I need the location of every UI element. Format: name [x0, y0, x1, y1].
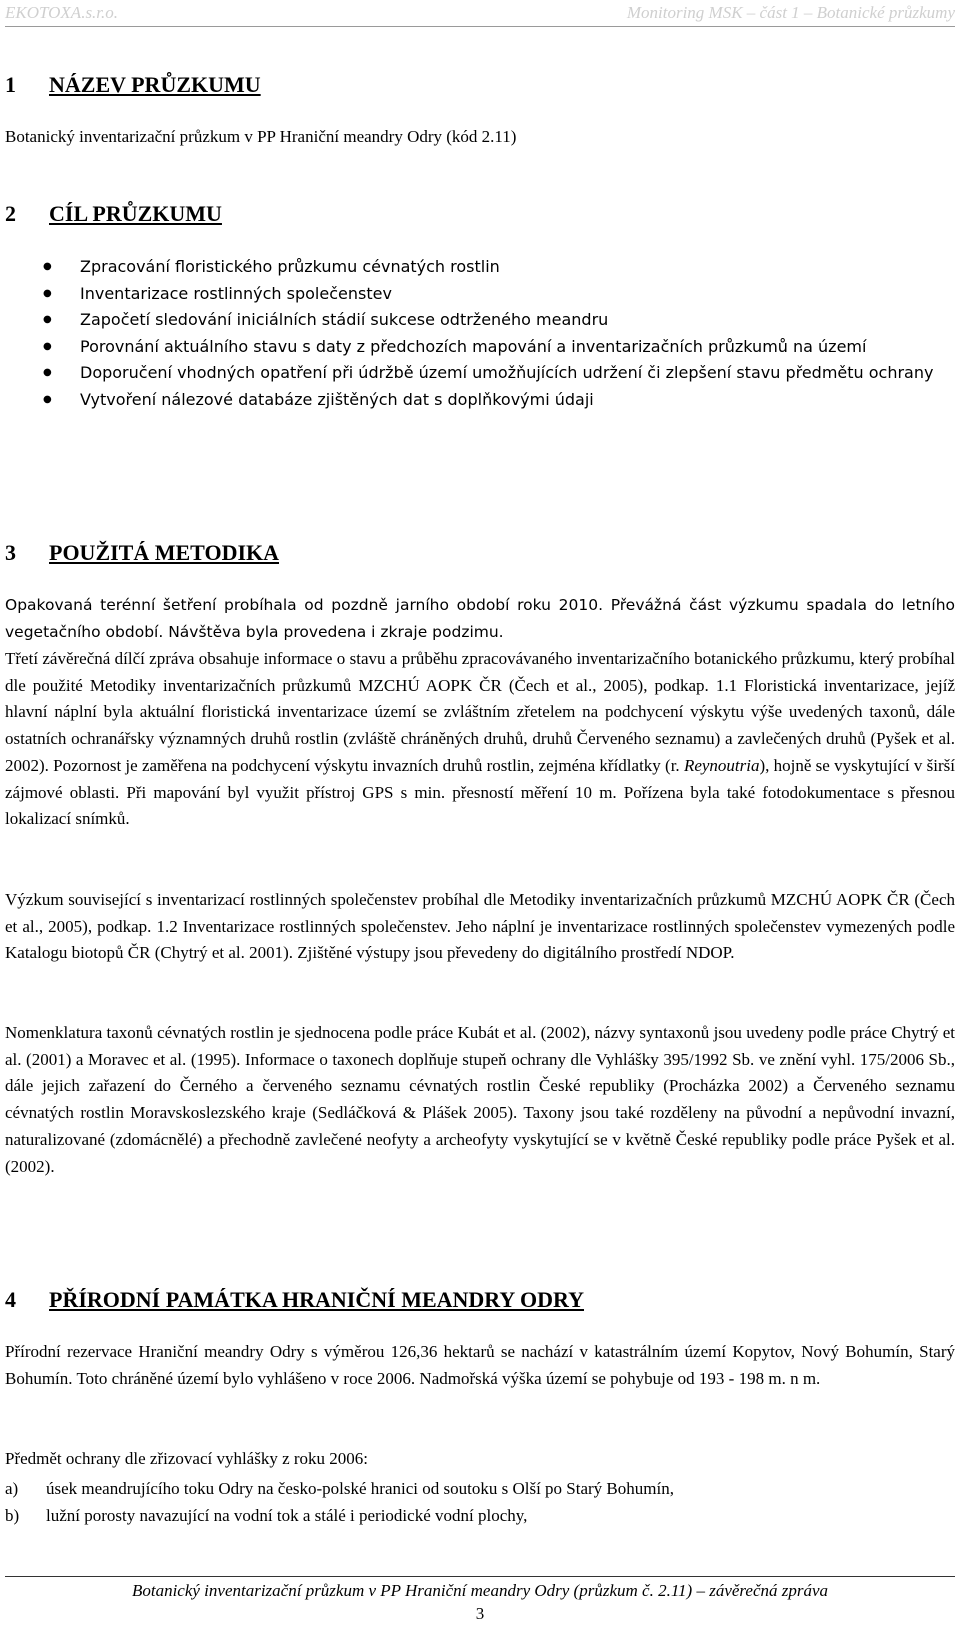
page-footer: [5, 1576, 955, 1624]
section-2-heading: [5, 201, 222, 227]
protection-item: [5, 1502, 955, 1529]
goal-item: ● Doporučení vhodných opatření při údržbě území umožňujících udržení či zlepšení stavu předmětu ochrany: [5, 360, 955, 387]
page-number: 3: [475, 1604, 485, 1623]
protection-item: [5, 1475, 955, 1502]
section-1-title: NÁZEV PRŮZKUMU: [49, 72, 261, 97]
genus-name: Reynoutria: [683, 755, 760, 775]
item-text: lužní porosty navazující na vodní tok a stálé i periodické vodní plochy,: [46, 1506, 528, 1525]
goals-list: [5, 254, 955, 413]
item-marker: b): [5, 1506, 20, 1525]
header-report-title: Monitoring MSK – část 1 – Botanické průzkumy: [626, 3, 955, 22]
goal-item: ● Započetí sledování iniciálních stádií sukcese odtrženého meandru: [5, 307, 955, 334]
methodology-p1-text: Třetí závěrečná dílčí zpráva obsahuje informace o stavu a průběhu zpracovávaného inventarizačního botanického průzkumu, který probíhal dle použité Metodiky inventarizačních průzkumů MZCHÚ AOPK ČR (Čech et al., 2005), podkap. 1.1 Floristická inventarizace, jejíž hlavní náplní byla aktuální floristická inventarizace území se zvláštním zřetelem na podchycení výskytu výše uvedených taxonů, dále ostatních ochranářsky významných druhů rostlin (zvláště chráněných druhů, druhů Červeného seznamu) a zavlečených druhů (Pyšek et al. 2002). Pozornost je zaměřena na podchycení výskytu invazních druhů rostlin, zejména křídlatky (r.: [5, 649, 955, 775]
footer-text: Botanický inventarizační průzkum v PP Hraniční meandry Odry (průzkum č. 2.11) – závěrečná zpráva: [131, 1581, 829, 1600]
goal-item: ● Vytvoření nálezové databáze zjištěných dat s doplňkovými údaji: [5, 387, 955, 414]
section-4-number: 4: [5, 1287, 16, 1312]
goal-item: ● Inventarizace rostlinných společenstev: [5, 281, 955, 308]
protection-subject-list: [5, 1475, 955, 1529]
methodology-paragraph-3: Nomenklatura taxonů cévnatých rostlin je sjednocena podle práce Kubát et al. (2002), názvy syntaxonů jsou uvedeny podle práce Chytrý et al. (2001) a Moravec et al. (1995). Informace o taxonech doplňuje stupeň ochrany dle Vyhlášky 395/1992 Sb. ve znění vyhl. 175/2006 Sb., dále jejich zařazení do Černého a červeného seznamu cévnatých rostlin České republiky (Procházka 2002) a Červeného seznamu cévnatých rostlin Moravskoslezského kraje (Sedláčková & Plášek 2005). Taxony jsou také rozděleny na původní a nepůvodní invazní, naturalizované (zdomácnělé) a přechodně zavlečené neofyty a archeofyty vyskytující se v květně České republiky podle práce Pyšek et al. (2002).: [5, 1023, 955, 1176]
section-3-title: POUŽITÁ METODIKA: [49, 540, 280, 565]
protection-subject-intro: Předmět ochrany dle zřizovací vyhlášky z roku 2006:: [5, 1449, 369, 1468]
item-text: úsek meandrujícího toku Odry na česko-polské hranici od soutoku s Olší po Starý Bohumín,: [46, 1479, 674, 1498]
running-header: [5, 2, 955, 27]
methodology-paragraph-1: [5, 646, 955, 833]
section-3-number: 3: [5, 540, 16, 565]
goal-item: ● Zpracování floristického průzkumu cévnatých rostlin: [5, 254, 955, 281]
section-2-title: CÍL PRŮZKUMU: [49, 201, 222, 226]
section-2-number: 2: [5, 201, 16, 226]
item-marker: a): [5, 1479, 19, 1498]
methodology-paragraph-2: Výzkum související s inventarizací rostlinných společenstev probíhal dle Metodiky inventarizačních průzkumů MZCHÚ AOPK ČR (Čech et al., 2005), podkap. 1.2 Inventarizace rostlinných společenstev. Jeho náplní je inventarizace rostlinných společenstev vymezených podle Katalogu biotopů ČR (Chytrý et al. 2001). Zjištěné výstupy jsou převedeny do digitálního prostředí NDOP.: [5, 890, 955, 963]
goal-item: ● Porovnání aktuálního stavu s daty z předchozích mapování a inventarizačních průzkumů na území: [5, 334, 955, 361]
section-1-heading: [5, 72, 261, 98]
section-4-title: PŘÍRODNÍ PAMÁTKA HRANIČNÍ MEANDRY ODRY: [49, 1287, 584, 1312]
header-company: EKOTOXA.s.r.o.: [5, 3, 119, 22]
section-1-text: Botanický inventarizační průzkum v PP Hraniční meandry Odry (kód 2.11): [5, 127, 517, 146]
section-1-number: 1: [5, 72, 16, 97]
section-3-heading: [5, 540, 279, 566]
reserve-description: Přírodní rezervace Hraniční meandry Odry s výměrou 126,36 hektarů se nachází v katastrálním území Kopytov, Nový Bohumín, Starý Bohumín. Toto chráněné území bylo vyhlášeno v roce 2006. Nadmořská výška území se pohybuje od 193 - 198 m. n m.: [5, 1342, 955, 1388]
section-4-heading: [5, 1287, 584, 1313]
methodology-intro: Opakovaná terénní šetření probíhala od pozdně jarního období roku 2010. Převážná část výzkumu spadala do letního vegetačního období. Návštěva byla provedena i zkraje podzimu.: [5, 596, 955, 641]
methodology-p1-text-end: ), hojně se vyskytující v širší zájmové oblasti. Při mapování byl využit přístroj GPS s min. přesností měření 10 m. Pořízena byla také fotodokumentace s přesnou lokalizací snímků.: [5, 755, 955, 829]
